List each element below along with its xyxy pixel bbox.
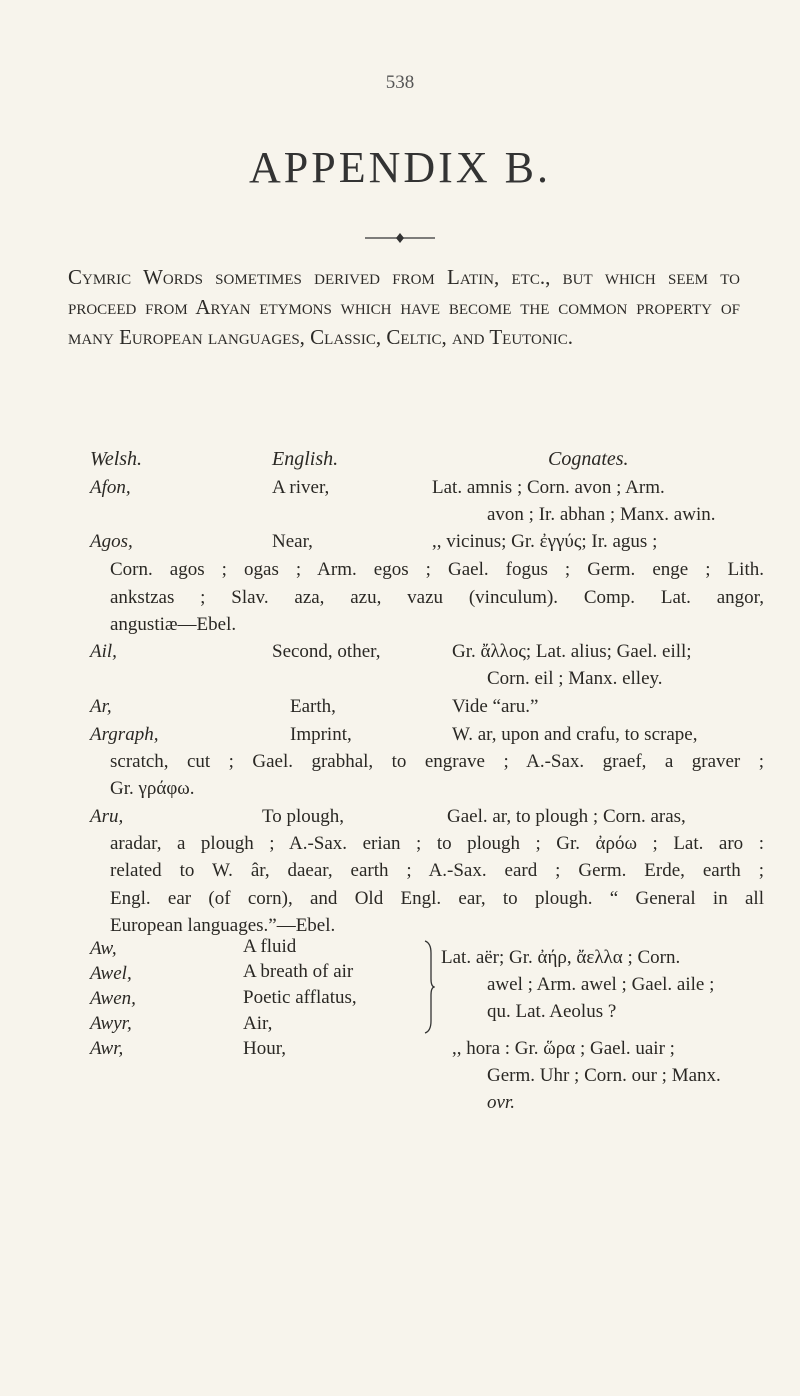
word-awen: Awen, (90, 988, 136, 1009)
cognates-argraph-2: scratch, cut ; Gael. grabhal, to engrave ; A.-Sax. graef, a graver ; (110, 751, 764, 772)
meaning-afon: A river, (272, 477, 330, 498)
cognates-aru-4: Engl. ear (of corn), and Old Engl. ear, to plough. “ General in all (110, 888, 764, 909)
page-number: 538 (385, 72, 415, 93)
cognates-awr-2: Germ. Uhr ; Corn. our ; Manx. (487, 1065, 721, 1086)
word-agos: Agos, (90, 531, 133, 552)
cognates-aw-1: Lat. aër; Gr. ἀήρ, ἄελλα ; Corn. (441, 947, 681, 968)
header-welsh: Welsh. (90, 448, 143, 470)
cognates-aru-2: aradar, a plough ; A.-Sax. erian ; to plough ; Gr. ἀρόω ; Lat. aro : (110, 833, 764, 854)
word-ar: Ar, (90, 696, 112, 717)
meaning-agos: Near, (272, 531, 313, 552)
meaning-ar: Earth, (290, 696, 336, 717)
cognates-aru-3: related to W. âr, daear, earth ; A.-Sax. eard ; Germ. Erde, earth ; (110, 860, 764, 881)
cognates-ar-1: Vide “aru.” (452, 696, 539, 717)
cognates-ail-1: Gr. ἄλλος; Lat. alius; Gael. eill; (452, 641, 692, 662)
word-aw: Aw, (90, 938, 117, 959)
divider-ornament (363, 232, 437, 244)
meaning-awr: Hour, (243, 1038, 287, 1059)
cognates-awr-1: ,, hora : Gr. ὥρα ; Gael. uair ; (452, 1038, 675, 1059)
cognates-argraph-3: Gr. γράφω. (110, 778, 195, 799)
meaning-argraph: Imprint, (290, 724, 352, 745)
meaning-awyr: Air, (243, 1013, 273, 1034)
word-awel: Awel, (90, 963, 132, 984)
word-afon: Afon, (90, 477, 131, 498)
meaning-aru: To plough, (262, 806, 345, 827)
grouping-brace (423, 939, 435, 1035)
meaning-awen: Poetic afflatus, (243, 987, 357, 1008)
cognates-aw-3: qu. Lat. Aeolus ? (487, 1001, 617, 1022)
word-ail: Ail, (90, 641, 117, 662)
cognates-argraph-1: W. ar, upon and crafu, to scrape, (452, 724, 698, 745)
intro-heading: Cymric Words sometimes derived from Latin, etc., but which seem to proceed from Aryan etymons which have become the common property of many European languages, Classic, Celtic, and Teutonic. (68, 265, 740, 349)
meaning-ail: Second, other, (272, 641, 381, 662)
header-cognates: Cognates. (548, 448, 629, 470)
word-argraph: Argraph, (90, 724, 159, 745)
cognates-agos-3: ankstzas ; Slav. aza, azu, vazu (vinculum). Comp. Lat. angor, (110, 587, 764, 608)
cognates-afon-1: Lat. amnis ; Corn. avon ; Arm. (432, 477, 665, 498)
cognates-aru-1: Gael. ar, to plough ; Corn. aras, (447, 806, 686, 827)
cognates-awr-3: ovr. (487, 1092, 515, 1113)
appendix-title: APPENDIX B. (249, 143, 551, 192)
meaning-awel: A breath of air (243, 961, 354, 982)
cognates-aru-5: European languages.”—Ebel. (110, 915, 336, 936)
cognates-agos-2: Corn. agos ; ogas ; Arm. egos ; Gael. fogus ; Germ. enge ; Lith. (110, 559, 764, 580)
header-english: English. (272, 448, 339, 470)
word-aru: Aru, (90, 806, 124, 827)
word-awyr: Awyr, (90, 1013, 132, 1034)
cognates-afon-2: avon ; Ir. abhan ; Manx. awin. (487, 504, 716, 525)
cognates-ail-2: Corn. eil ; Manx. elley. (487, 668, 663, 689)
meaning-aw: A fluid (243, 936, 297, 957)
cognates-agos-4: angustiæ—Ebel. (110, 614, 237, 635)
cognates-aw-2: awel ; Arm. awel ; Gael. aile ; (487, 974, 715, 995)
cognates-agos-1: ,, vicinus; Gr. ἐγγύς; Ir. agus ; (432, 531, 658, 552)
word-awr: Awr, (90, 1038, 124, 1059)
